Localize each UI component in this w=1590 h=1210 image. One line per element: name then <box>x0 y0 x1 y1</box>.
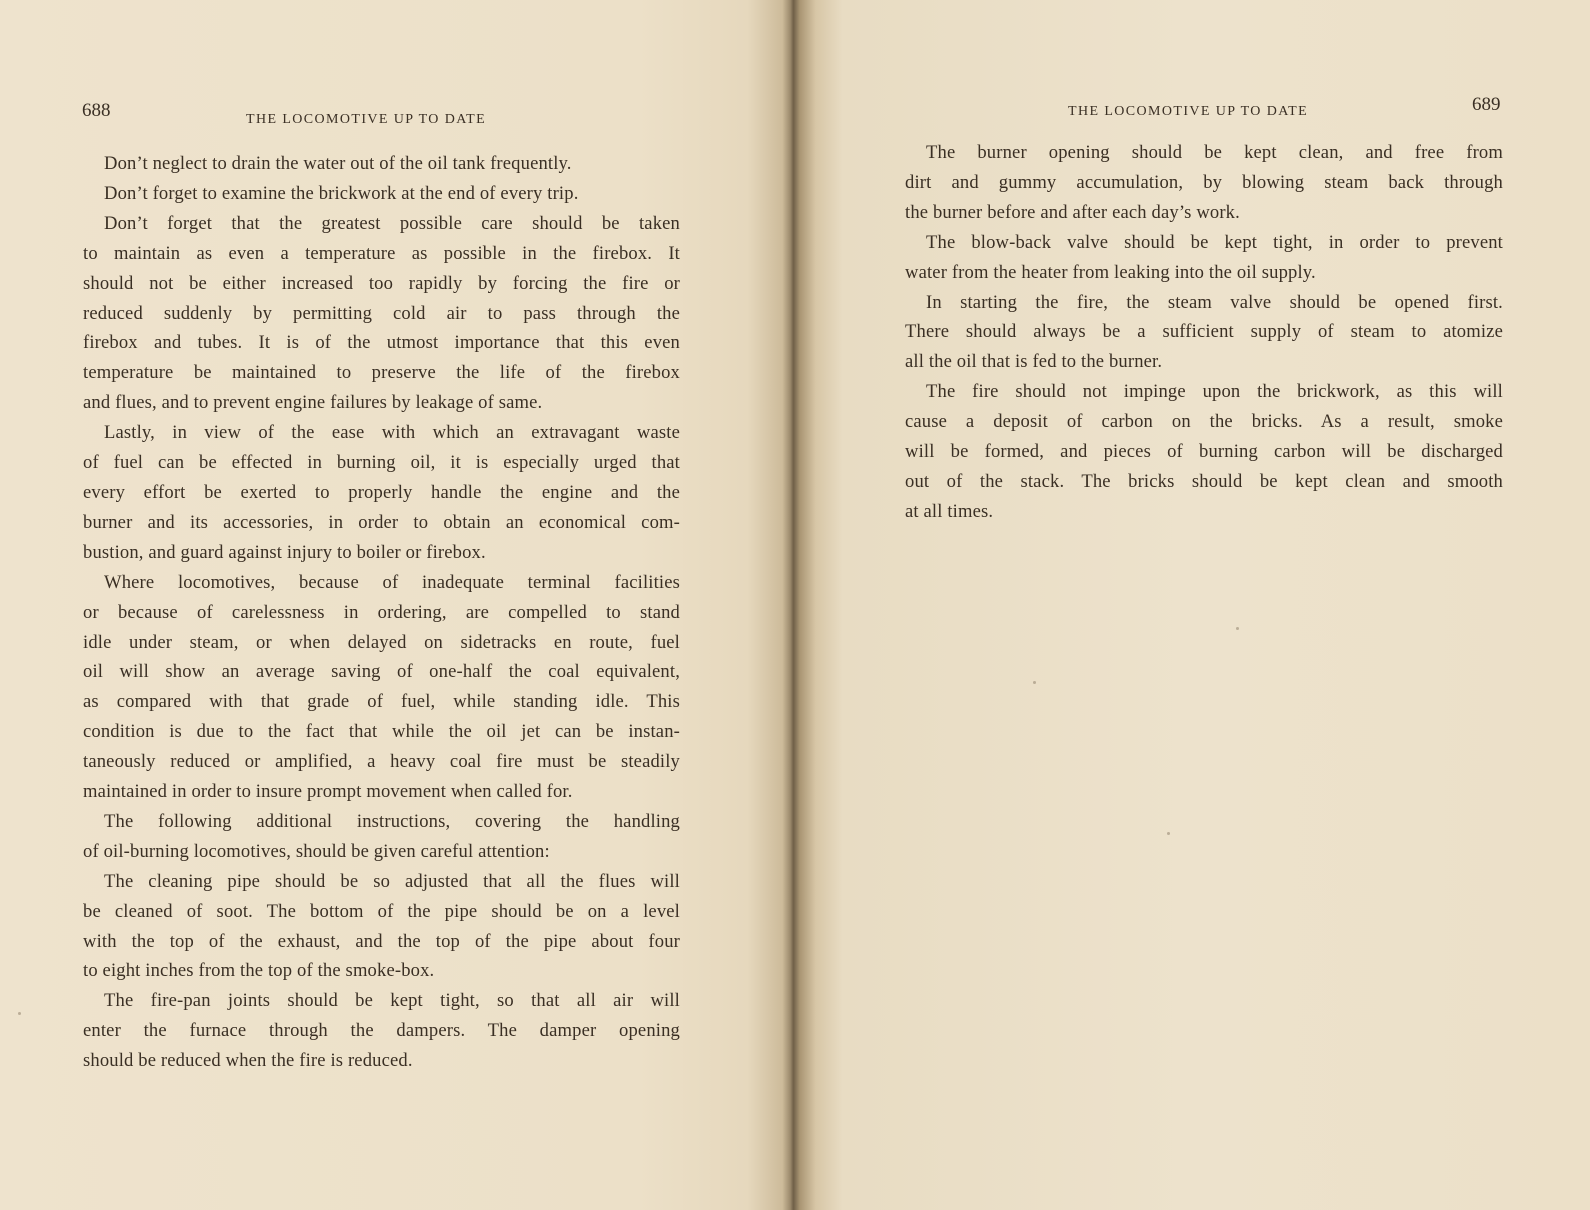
text-line: There should always be a sufficient supply of steam to atomize <box>905 321 1503 343</box>
text-line: to eight inches from the top of the smoke-box. <box>83 960 435 982</box>
text-line: Where locomotives, because of inadequate terminal facilities <box>104 571 680 593</box>
paragraph <box>83 568 680 807</box>
text-line: Lastly, in view of the ease with which an extravagant waste <box>104 422 680 444</box>
text-line: out of the stack. The bricks should be kept clean and smooth <box>905 470 1503 492</box>
right-page-header <box>800 94 1590 134</box>
text-line: idle under steam, or when delayed on sidetracks en route, fuel <box>83 631 680 653</box>
text-line: The fire should not impinge upon the brickwork, as this will <box>926 381 1503 403</box>
text-line: taneously reduced or amplified, a heavy coal fire must be steadily <box>83 751 680 773</box>
text-line: dirt and gummy accumulation, by blowing steam back through <box>905 171 1503 193</box>
text-line: all the oil that is fed to the burner. <box>905 351 1163 373</box>
paragraph <box>83 209 680 418</box>
text-line: bustion, and guard against injury to boiler or firebox. <box>83 541 486 563</box>
text-line: reduced suddenly by permitting cold air to pass through the <box>83 302 680 324</box>
text-line: In starting the fire, the steam valve should be opened first. <box>926 291 1503 313</box>
text-line: condition is due to the fact that while the oil jet can be instan- <box>83 721 680 743</box>
text-line: at all times. <box>905 500 994 522</box>
left-page-text <box>83 149 680 1076</box>
text-line: The blow-back valve should be kept tight, in order to prevent <box>926 231 1503 253</box>
left-page-header <box>0 100 790 134</box>
paper-speck <box>1033 681 1036 684</box>
paragraph <box>905 228 1503 288</box>
text-line: to maintain as even a temperature as possible in the firebox. It <box>83 242 680 264</box>
paragraph <box>83 867 680 987</box>
text-line: burner and its accessories, in order to obtain an economical com- <box>83 511 680 533</box>
text-line: or because of carelessness in ordering, are compelled to stand <box>83 601 680 623</box>
text-line: enter the furnace through the dampers. The damper opening <box>83 1020 680 1042</box>
paragraph <box>83 807 680 867</box>
text-line: The cleaning pipe should be so adjusted that all the flues will <box>104 870 680 892</box>
text-line: The burner opening should be kept clean, and free from <box>926 142 1503 163</box>
left-page <box>0 0 790 1210</box>
running-head: THE LOCOMOTIVE UP TO DATE <box>1068 104 1309 119</box>
text-line: oil will show an average saving of one-half the coal equivalent, <box>83 661 680 683</box>
text-line: and flues, and to prevent engine failures by leakage of same. <box>83 392 543 414</box>
text-line: water from the heater from leaking into the oil supply. <box>905 261 1316 283</box>
page-number: 688 <box>82 100 111 121</box>
text-line: temperature be maintained to preserve the life of the firebox <box>83 362 680 384</box>
text-line: The following additional instructions, covering the handling <box>104 810 680 832</box>
right-page-text <box>905 138 1503 527</box>
paper-speck <box>1236 627 1239 630</box>
text-line: firebox and tubes. It is of the utmost importance that this even <box>83 332 680 354</box>
paragraph <box>905 377 1503 527</box>
paragraph <box>83 986 680 1076</box>
paper-speck <box>1167 832 1170 835</box>
paragraph <box>905 288 1503 378</box>
text-line: with the top of the exhaust, and the top of the pipe about four <box>83 930 680 952</box>
text-line: cause a deposit of carbon on the bricks. As a result, smoke <box>905 411 1503 433</box>
text-line: maintained in order to insure prompt movement when called for. <box>83 781 573 803</box>
paper-speck <box>18 1012 21 1015</box>
text-line: will be formed, and pieces of burning carbon will be discharged <box>905 441 1503 463</box>
text-line: every effort be exerted to properly handle the engine and the <box>83 481 680 503</box>
text-line: the burner before and after each day’s work. <box>905 201 1240 223</box>
text-line: of fuel can be effected in burning oil, it is especially urged that <box>83 452 680 474</box>
text-line: Don’t forget to examine the brickwork at the end of every trip. <box>104 182 579 204</box>
paragraph <box>83 179 680 209</box>
text-line: Don’t neglect to drain the water out of the oil tank frequently. <box>104 153 572 174</box>
page-number: 689 <box>1472 94 1501 115</box>
text-line: be cleaned of soot. The bottom of the pipe should be on a level <box>83 900 680 922</box>
paragraph <box>905 138 1503 228</box>
text-line: should be reduced when the fire is reduced. <box>83 1050 413 1072</box>
text-line: of oil-burning locomotives, should be given careful attention: <box>83 840 550 862</box>
text-line: should not be either increased too rapidly by forcing the fire or <box>83 272 680 294</box>
paragraph <box>83 418 680 568</box>
paragraph <box>83 149 680 179</box>
running-head: THE LOCOMOTIVE UP TO DATE <box>246 112 487 127</box>
text-line: Don’t forget that the greatest possible care should be taken <box>104 212 680 234</box>
text-line: as compared with that grade of fuel, while standing idle. This <box>83 691 680 713</box>
text-line: The fire-pan joints should be kept tight, so that all air will <box>104 990 680 1012</box>
right-page <box>800 0 1590 1210</box>
